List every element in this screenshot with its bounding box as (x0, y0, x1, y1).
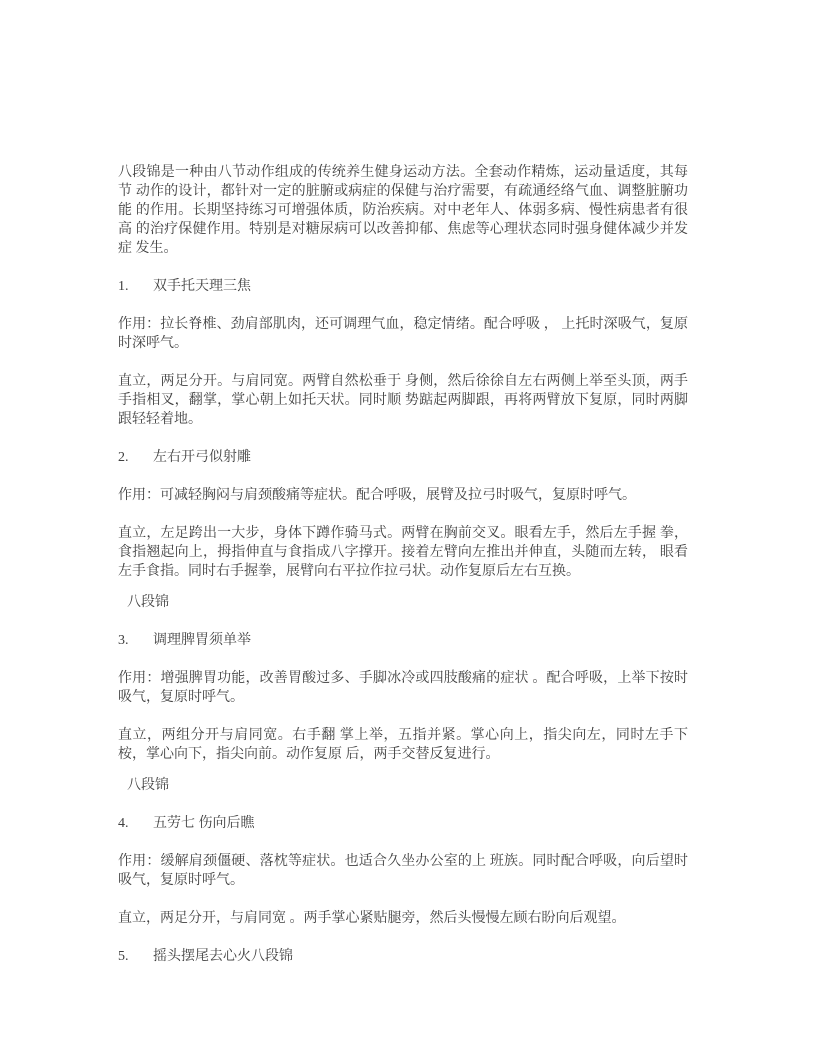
section-2-movement-paragraph: 直立，左足跨出一大步，身体下蹲作骑马式。两臂在胸前交叉。眼看左手，然后左手握 拳，食指翘起向上，拇指伸直与食指成八字撑开。接着左臂向左推出并伸直，头随而左转， 眼看左手食指。同时右手握拳，展臂向右平拉作拉弓状。动作复原后左右互换。 (118, 526, 688, 579)
section-2-number: 2. (118, 450, 129, 465)
section-1-title: 双手托天理三焦 (153, 279, 251, 294)
running-title-label-2: 八段锦 (127, 778, 169, 793)
section-heading-2 (118, 448, 688, 467)
intro-paragraph: 八段锦是一种由八节动作组成的传统养生健身运动方法。全套动作精炼，运动量适度，其每节 动作的设计，都针对一定的脏腑或病症的保健与治疗需要，有疏通经络气血、调整脏腑功能 的作用。长期坚持练习可增强体质，防治疾病。对中老年人、体弱多病、慢性病患者有很高 的治疗保健作用。特别是对糖尿病可以改善抑郁、焦虑等心理状态同时强身健体减少并发症 发生。 (118, 165, 688, 256)
section-4-number: 4. (118, 816, 129, 831)
section-4-effect-paragraph: 作用：缓解肩颈僵硬、落枕等症状。也适合久坐办公室的上 班族。同时配合呼吸，向后望时吸气，复原时呼气。 (118, 854, 688, 888)
section-1-number: 1. (118, 279, 129, 294)
section-3-title: 调理脾胃须单举 (153, 633, 251, 648)
running-title-label-1: 八段锦 (127, 595, 169, 610)
section-1-movement-paragraph: 直立，两足分开。与肩同宽。两臂自然松垂于 身侧，然后徐徐自左右两侧上举至头顶，两手手指相叉，翻掌，掌心朝上如托天状。同时顺 势踮起两脚跟，再将两臂放下复原，同时两脚跟轻轻着地。 (118, 374, 688, 427)
section-4-movement-paragraph: 直立，两足分开，与肩同宽 。两手掌心紧贴腿旁，然后头慢慢左顾右盼向后观望。 (118, 911, 626, 926)
section-heading-4 (118, 814, 688, 833)
document-content (118, 163, 688, 966)
section-1-effect-paragraph: 作用：拉长脊椎、劲肩部肌肉，还可调理气血，稳定情绪。配合呼吸 ， 上托时深吸气，复原时深呼气。 (118, 317, 688, 351)
section-2-effect-paragraph: 作用：可减轻胸闷与肩颈酸痛等症状。配合呼吸，展臂及拉弓时吸气，复原时呼气。 (118, 488, 636, 503)
section-3-movement-paragraph: 直立，两组分开与肩同宽。右手翻 掌上举，五指并紧。掌心向上，指尖向左，同时左手下桉，掌心向下，指尖向前。动作复原 后，两手交替反复进行。 (118, 728, 688, 762)
section-3-number: 3. (118, 633, 129, 648)
section-5-title: 摇头摆尾去心火八段锦 (153, 949, 293, 964)
section-3-effect-paragraph: 作用：增强脾胃功能，改善胃酸过多、手脚冰冷或四肢酸痛的症状 。配合呼吸，上举下按时吸气，复原时呼气。 (118, 671, 688, 705)
section-4-title: 五劳七 伤向后瞧 (153, 816, 255, 831)
section-heading-5 (118, 947, 688, 966)
section-5-number: 5. (118, 949, 129, 964)
section-2-title: 左右开弓似射雕 (153, 450, 251, 465)
section-heading-3 (118, 631, 688, 650)
section-heading-1 (118, 277, 688, 296)
